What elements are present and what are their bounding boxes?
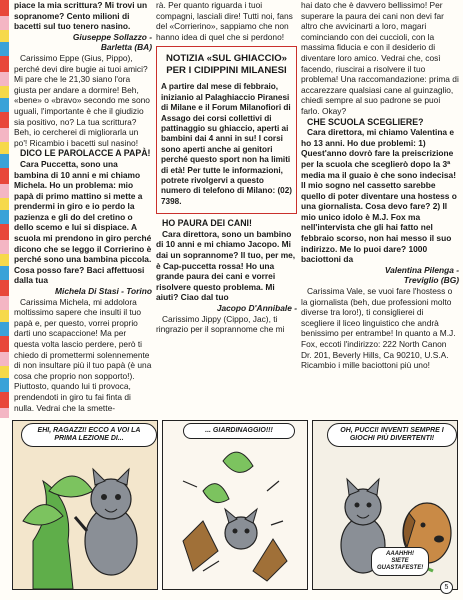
letter-signature-city: Barletta (BA) — [100, 42, 152, 53]
reply-continuation: hai dato che è davvero bellissimo! Per superare la paura dei cani non devi far altro che avvicinarti a loro, magari cominciando con dei cuccioli, con la massima fiducia e con il desiderio di diventare loro amico. Vedrai che, così facendo, riuscirai a risolvere il tuo problema! Una raccomandazione: prima di accarezzare qualsiasi cane al guinzaglio, chiedi sempre al suo padrone se puoi farlo. Okay? — [301, 0, 459, 116]
letter-continuation: piace la mia scrittura? Mi trovi un sopranome? Cento milioni di bacetti sul tuo tenero nasino. — [14, 0, 148, 32]
speech-bubble: EHI, RAGAZZI! ECCO A VOI LA PRIMA LEZIONE DI... — [21, 423, 157, 447]
letter-heading: DICO LE PAROLACCE A PAPÀ! — [20, 148, 151, 159]
page-number: 5 — [440, 581, 453, 594]
exploding-pot-illustration — [163, 421, 307, 589]
letter-heading: CHE SCUOLA SCEGLIERE? — [307, 116, 424, 127]
notice-title: NOTIZIA «SUL GHIACCIO» PER I CIDIPPINI MILANESI — [166, 53, 287, 76]
speech-bubble: OH, PUCCI! INVENTI SEMPRE I GIOCHI PIÙ DIVERTENTI! — [327, 423, 457, 447]
comic-panel-2 — [162, 420, 308, 590]
letter-text: Cara direttora, mi chiamo Valentina e ho 13 anni. Ho due problemi: 1) Quest'anno dovrò fare la preiscrizione per la scuola che sceglierò dopo la 3ª media ma il guaio è che sono indecisa! Il mio sogno nel cassetto sarebbe quello di poter diventare una hostess o una giornalista. Cosa devo fare? 2) Il mio unico idolo è M.J. Fox ma nell'intervista che gli hai fatto nel febbraio scorso, non hai messo il suo indirizzo. Me lo puoi dare? 1000 baciottoni da — [301, 127, 457, 265]
column-1 — [14, 0, 152, 413]
reply-text: Carissimo Eppe (Gius, Pippo), perché devi dire bugie ai tuoi amici? Mi pare che le 21,30 siano l'ora giusta per andare a dormire! Beh, «bene» o «bravo» secondo me sono uguali, l'importante è che il giudizio sia positivo, no? La tua scrittura? Beh, io cercherei di migliorarla un po'! Ricambio i bacetti sul nasino! — [14, 52, 150, 148]
notice-body: A partire dal mese di febbraio, inizianio al Palaghiaccio Piranesi di Milane e il Forum Milanofiori di Assago dei corsi collettivi di pattinaggio su ghiaccio, aperti ai bambini dai 4 anni in su! I corsi sono aperti anche ai genitori perché questo sport non ha limiti di età! Per tutte le informazioni, potrete rivolgervi a questo numero di telefono di Milano: (02) 7398. — [161, 82, 292, 206]
reply-text: Carissima Michela, mi addolora moltissimo sapere che insulti il tuo papà e, per questo, vorrei proprio darti uno scapaccione! Ma per questa volta lascio perdere, però ti chiedo di promettermi solennemente di non insultare più il tuo papà (è una cosa che proprio non sopporto!). Piuttosto, quando lui ti provoca, prendendoti in giro tu fai finta di nulla. Vedrai che la smette- — [14, 296, 152, 413]
column-2 — [156, 0, 297, 335]
letter-text: Cara direttora, sono un bambino di 10 anni e mi chiamo Jacopo. Mi dai un soprannome? Il tuo, per me, è Cap-puccetta rossa! Ho una grande paura dei cani e vorrei risolvere questo problema. Mi aiuti? Ciao dal tuo — [156, 228, 296, 303]
letter-signature: Giuseppe Sollazzo - — [72, 31, 152, 42]
notice-box — [156, 46, 297, 214]
decorative-color-strip — [0, 0, 9, 418]
reply-text: Carissima Vale, se vuoi fare l'hostess o la giornalista (beh, due professioni molto diverse tra loro!), ti consiglierei di scegliere il liceo linguistico che andrà benissimo per entrambe! In quanto a M.J. Fox, eccoti l'indirizzo: 222 North Canon Dr. 201, Beverly Hills, Ca 90210, U.S.A. Ricambio i mille baciottoni più uno! — [301, 286, 456, 371]
letter-signature: Valentina Pilenga - — [384, 264, 459, 275]
reply-continuation: rà. Per quanto riguarda i tuoi compagni, lasciali dire! Tutti noi, fans del «Corrierino», sappiamo che non hanno idea di quel che si perdono! — [156, 0, 293, 42]
speech-bubble-small: AAAHHH! SIETE GUASTAFESTE! — [371, 547, 429, 576]
letter-signature: Jacopo D'Annibale - — [216, 303, 297, 313]
comic-strip — [12, 420, 458, 590]
comic-panel-1 — [12, 420, 158, 590]
letter-signature-city: Treviglio (BG) — [403, 275, 459, 286]
reply-text: Carissimo Jippy (Cippo, Jac), ti ringrazio per il soprannome che mi — [156, 313, 285, 335]
speech-bubble: ... GIARDINAGGIO!!! — [183, 423, 295, 439]
comic-panel-3 — [312, 420, 458, 590]
letter-signature: Michela Di Stasi - Torino — [55, 286, 152, 297]
letter-text: Cara Puccetta, sono una bambina di 10 anni e mi chiamo Michela. Ho un problema: mio papà di primo mattino si mette a prendermi in giro e io perdo la pazienza e gli do del cretino o dello scemo e lui si dispiace. A scuola mi prendono in giro perché dicono che se leggo il Corrierino è perché sono una bambina piccola. Cosa posso fare? Baci affettuosi dalla tua — [14, 158, 152, 286]
column-3 — [301, 0, 459, 371]
letter-heading: HO PAURA DEI CANI! — [162, 218, 252, 229]
